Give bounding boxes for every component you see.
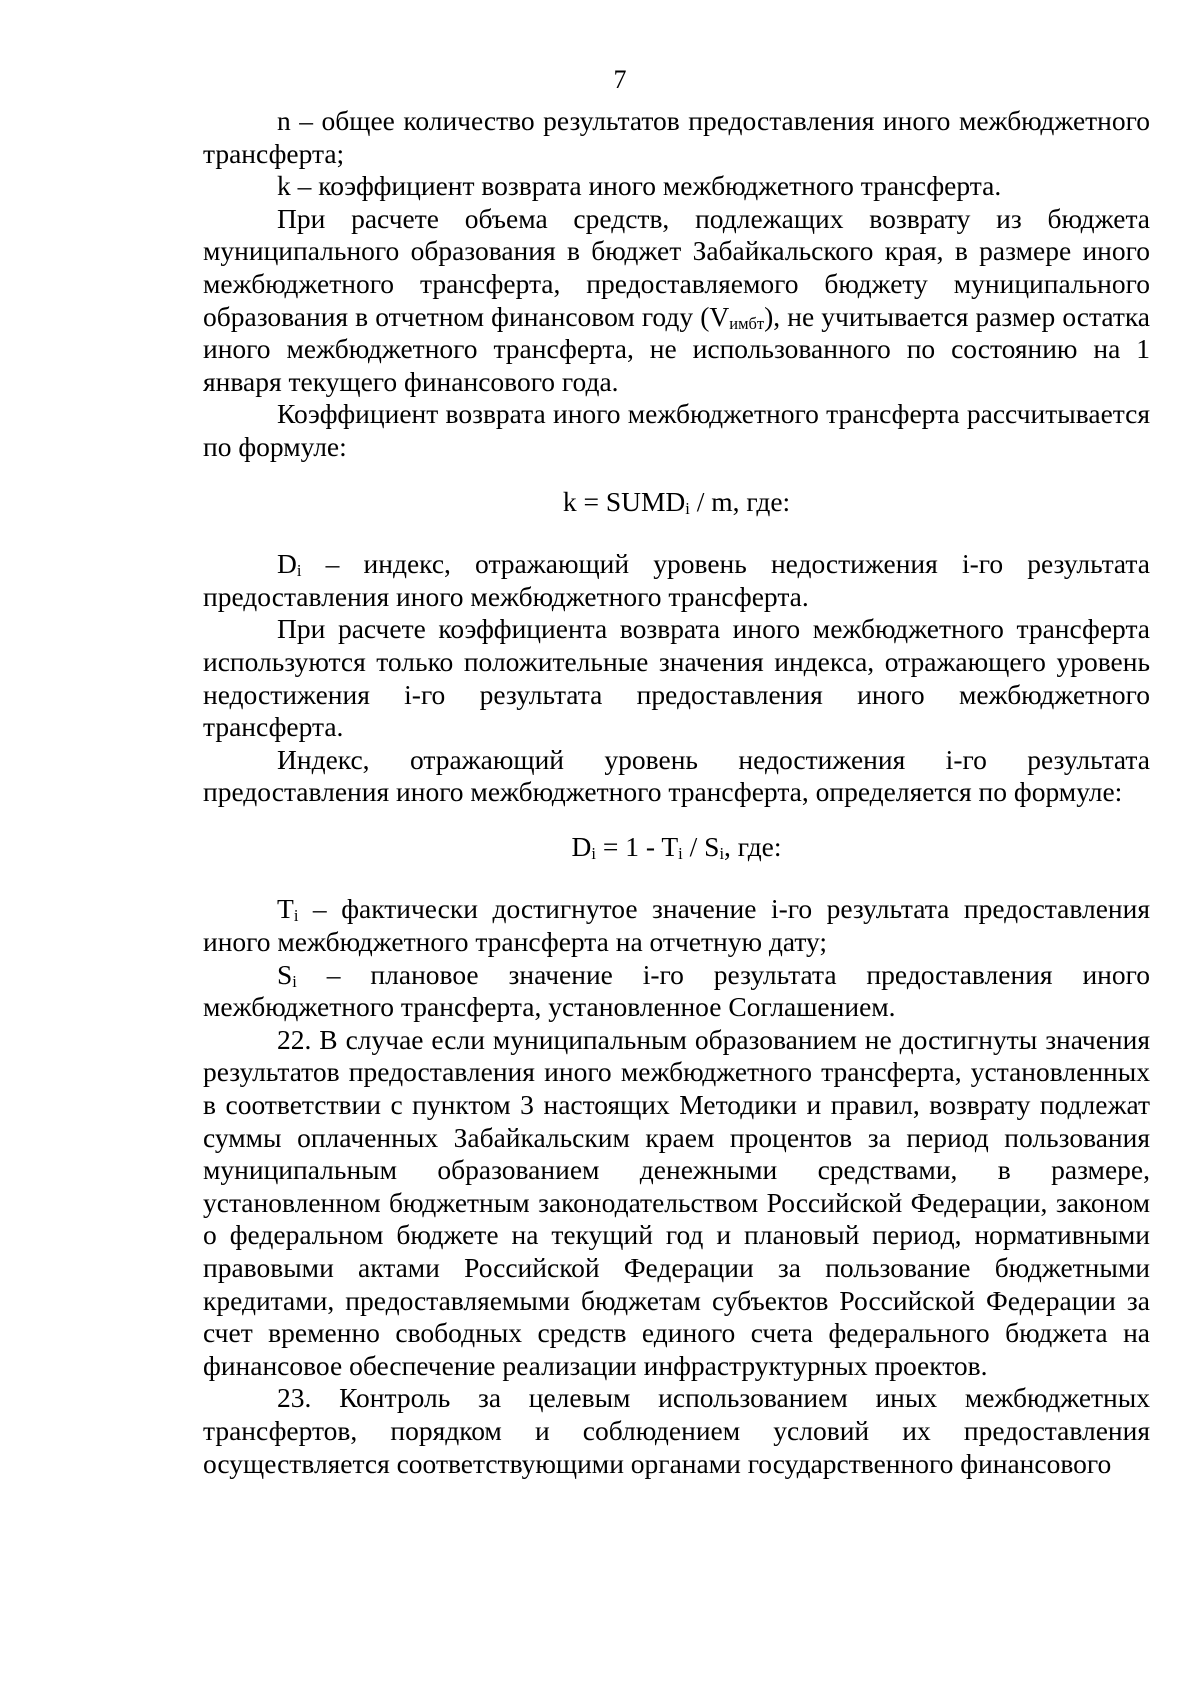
paragraph-clause-23: 23. Контроль за целевым использованием иных межбюджетных трансфертов, порядком и соблюдением условий их предоставления осуществляется соответствующими органами государственного финансового — [203, 1382, 1150, 1479]
si-subscript: i — [292, 971, 297, 991]
formula-k-subscript: i — [685, 498, 690, 518]
formula-k-part-a: k = SUMD — [562, 485, 686, 517]
si-symbol: S — [277, 958, 293, 990]
formula-k — [203, 486, 1150, 519]
di-symbol: D — [277, 548, 297, 580]
v-subscript: имбт — [729, 313, 765, 333]
paragraph-return-volume-text-b: ), не учитывается размер остатка иного межбюджетного трансферта, не использованного по состоянию на 1 января текущего финансового года. — [203, 300, 1150, 397]
paragraph-n-definition: n – общее количество результатов предоставления иного межбюджетного трансферта; — [203, 105, 1150, 169]
page-number: 7 — [613, 65, 627, 94]
formula-di-part-c: / S — [682, 830, 720, 862]
paragraph-coefficient-intro: Коэффициент возврата иного межбюджетного трансферта рассчитывается по формуле: — [203, 398, 1150, 462]
paragraph-ti-definition — [203, 893, 1150, 958]
di-definition-text: – индекс, отражающий уровень недостижения i-го результата предоставления иного межбюджетного трансферта. — [203, 548, 1150, 612]
ti-symbol: T — [277, 893, 294, 925]
formula-di-part-a: D — [571, 830, 592, 862]
paragraph-return-volume-text-a: При расчете объема средств, подлежащих возврату из бюджета муниципального образования в бюджет Забайкальского края, в размере иного межбюджетного трансферта, предоставляемого бюджету муниципального образования в отчетном финансовом году (V — [203, 202, 1150, 332]
paragraph-k-definition: k – коэффициент возврата иного межбюджетного трансферта. — [277, 170, 1002, 202]
si-definition-text: – плановое значение i-го результата предоставления иного межбюджетного трансферта, установленное Соглашением. — [203, 958, 1150, 1023]
formula-di-part-b: = 1 - T — [595, 830, 679, 862]
paragraph-positive-values: При расчете коэффициента возврата иного межбюджетного трансферта используются только положительные значения индекса, отражающего уровень недостижения i-го результата предоставления иного межбюджетного трансферта. — [203, 613, 1150, 743]
paragraph-clause-22: 22. В случае если муниципальным образованием не достигнуты значения результатов предоставления иного межбюджетного трансферта, установленных в соответствии с пунктом 3 настоящих Методики и правил, возврату подлежат суммы оплаченных Забайкальским краем процентов за период пользования муниципальным образованием денежными средствами, в размере, установленном бюджетным законодательством Российской Федерации, законом о федеральном бюджете на текущий год и плановый период, нормативными правовыми актами Российской Федерации за пользование бюджетными кредитами, предоставляемыми бюджетам субъектов Российской Федерации за счет временно свободных средств единого счета федерального бюджета на финансовое обеспечение реализации инфраструктурных проектов. — [203, 1023, 1150, 1381]
ti-subscript: i — [293, 906, 299, 926]
formula-di-sub-c: i — [719, 843, 725, 863]
formula-k-part-b: / m, где: — [689, 485, 791, 517]
paragraph-return-volume — [203, 203, 1150, 399]
paragraph-di-definition — [203, 548, 1150, 613]
paragraph-index-intro: Индекс, отражающий уровень недостижения i-го результата предоставления иного межбюджетного трансферта, определяется по формуле: — [203, 743, 1150, 808]
formula-di — [203, 831, 1150, 864]
ti-definition-text: – фактически достигнутое значение i-го результата предоставления иного межбюджетного трансферта на отчетную дату; — [203, 893, 1150, 958]
formula-di-part-d: , где: — [724, 830, 782, 862]
paragraph-si-definition — [203, 959, 1150, 1024]
formula-di-sub-b: i — [678, 843, 683, 863]
document-body — [203, 105, 1150, 1480]
formula-di-sub-a: i — [591, 843, 596, 863]
di-subscript: i — [296, 561, 302, 581]
